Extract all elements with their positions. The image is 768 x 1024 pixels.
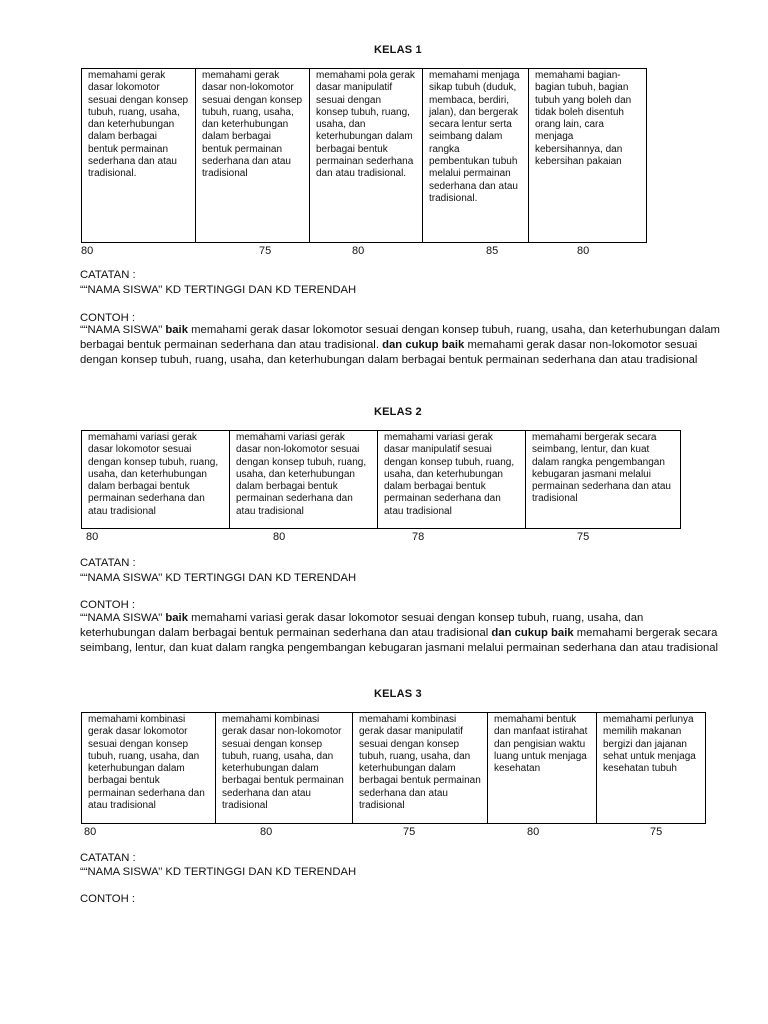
kelas-3-contoh-label: CONTOH : <box>80 893 136 905</box>
example-baik: baik <box>165 612 188 624</box>
kd-cell: memahami gerak dasar lokomotor sesuai dengan konsep tubuh, ruang, usaha, dan keterhubungan dalam berbagai bentuk permainan sederhana dan atau tradisional. <box>82 69 196 243</box>
score-value: 80 <box>527 826 540 838</box>
score-value: 80 <box>273 531 286 543</box>
score-value: 80 <box>84 826 97 838</box>
kelas-3-catatan-label: CATATAN : <box>80 852 136 864</box>
kelas-2-contoh-label: CONTOH : <box>80 599 136 611</box>
score-value: 85 <box>486 245 499 257</box>
example-baik: baik <box>165 324 188 336</box>
score-value: 80 <box>81 245 94 257</box>
score-value: 80 <box>260 826 273 838</box>
kd-cell: memahami bentuk dan manfaat istirahat dan pengisian waktu luang untuk menjaga kesehatan <box>488 713 597 824</box>
kelas-1-title: KELAS 1 <box>374 44 422 56</box>
example-student: ““NAMA SISWA’’ <box>80 324 166 336</box>
kd-cell: memahami bergerak secara seimbang, lentur, dan kuat dalam rangka pengembangan kebugaran jasmani melalui permainan sederhana dan atau tradisional <box>526 431 681 529</box>
example-text: memahami gerak dasar non-lokomotor sesuai dengan konsep tubuh, ruang, usaha, dan keterhubungan dalam berbagai bentuk permainan sederhana dan atau tradisional <box>80 339 698 367</box>
example-student: ““NAMA SISWA’’ <box>80 612 166 624</box>
score-value: 80 <box>86 531 99 543</box>
kelas-3-kd-table <box>81 712 706 824</box>
kd-cell: memahami variasi gerak dasar manipulatif sesuai dengan konsep tubuh, ruang, usaha, dan keterhubungan dalam berbagai bentuk permainan sederhana dan atau tradisional <box>378 431 526 529</box>
kd-cell: memahami gerak dasar non-lokomotor sesuai dengan konsep tubuh, ruang, usaha, dan keterhubungan dalam berbagai bentuk permainan sederhana dan atau tradisional <box>196 69 310 243</box>
kelas-1-contoh-label: CONTOH : <box>80 312 136 324</box>
kd-cell: memahami kombinasi gerak dasar non-lokomotor sesuai dengan konsep tubuh, ruang, usaha, dan keterhubungan dalam berbagai bentuk permainan sederhana dan atau tradisional <box>216 713 353 824</box>
score-value: 80 <box>577 245 590 257</box>
kelas-1-kd-table <box>81 68 647 243</box>
kelas-1-catatan-label: CATATAN : <box>80 269 136 281</box>
example-cukup-baik: dan cukup baik <box>491 627 574 640</box>
table-row <box>82 431 681 529</box>
score-value: 75 <box>403 826 416 838</box>
example-text: memahami gerak dasar lokomotor sesuai dengan konsep tubuh, ruang, usaha, dan keterhubungan dalam berbagai bentuk permainan sederhana dan atau tradisional. <box>80 324 720 352</box>
kd-cell: memahami kombinasi gerak dasar manipulatif sesuai dengan konsep tubuh, ruang, usaha, dan keterhubungan dalam berbagai bentuk permainan sederhana dan atau tradisional <box>353 713 488 824</box>
kelas-2-catatan-label: CATATAN : <box>80 557 136 569</box>
kd-cell: memahami kombinasi gerak dasar lokomotor sesuai dengan konsep tubuh, ruang, usaha, dan keterhubungan dalam berbagai bentuk permainan sederhana dan atau tradisional <box>82 713 216 824</box>
example-text: memahami bergerak secara seimbang, lentur, dan kuat dalam rangka pengembangan kebugaran jasmani melalui permainan sederhana dan atau tradisional <box>80 627 719 655</box>
kd-cell: memahami variasi gerak dasar lokomotor sesuai dengan konsep tubuh, ruang, usaha, dan keterhubungan dalam berbagai bentuk permainan sederhana dan atau tradisional <box>82 431 230 529</box>
kd-cell: memahami bagian-bagian tubuh, bagian tubuh yang boleh dan tidak boleh disentuh orang lain, cara menjaga kebersihannya, dan kebersihan pakaian <box>529 69 647 243</box>
kd-cell: memahami perlunya memilih makanan bergizi dan jajanan sehat untuk menjaga kesehatan tubuh <box>597 713 706 824</box>
score-value: 75 <box>259 245 272 257</box>
kelas-2-kd-table <box>81 430 681 529</box>
kelas-3-title: KELAS 3 <box>374 688 422 700</box>
example-cukup-baik: dan cukup baik <box>382 339 465 352</box>
score-value: 75 <box>650 826 663 838</box>
kd-cell: memahami variasi gerak dasar non-lokomotor sesuai dengan konsep tubuh, ruang, usaha, dan keterhubungan dalam berbagai bentuk permainan sederhana dan atau tradisional <box>230 431 378 529</box>
score-value: 80 <box>352 245 365 257</box>
table-row <box>82 713 706 824</box>
kelas-2-title: KELAS 2 <box>374 406 422 418</box>
score-value: 75 <box>577 531 590 543</box>
kelas-1-catatan-text: ““NAMA SISWA’’ KD TERTINGGI DAN KD TERENDAH <box>80 284 357 296</box>
kd-cell: memahami pola gerak dasar manipulatif sesuai dengan konsep tubuh, ruang, usaha, dan keterhubungan dalam berbagai bentuk permainan sederhana dan atau tradisional. <box>310 69 423 243</box>
example-text: memahami variasi gerak dasar lokomotor sesuai dengan konsep tubuh, ruang, usaha, dan keterhubungan dalam berbagai bentuk permainan sederhana dan atau tradisional <box>80 612 644 640</box>
kelas-3-catatan-text: ““NAMA SISWA’’ KD TERTINGGI DAN KD TERENDAH <box>80 866 357 878</box>
kd-cell: memahami menjaga sikap tubuh (duduk, membaca, berdiri, jalan), dan bergerak secara lentur serta seimbang dalam rangka pembentukan tubuh melalui permainan sederhana dan atau tradisional. <box>423 69 529 243</box>
score-value: 78 <box>412 531 425 543</box>
kelas-1-example-paragraph <box>80 323 720 369</box>
kelas-2-catatan-text: ““NAMA SISWA’’ KD TERTINGGI DAN KD TERENDAH <box>80 572 357 584</box>
table-row <box>82 69 647 243</box>
kelas-2-example-paragraph <box>80 611 720 657</box>
